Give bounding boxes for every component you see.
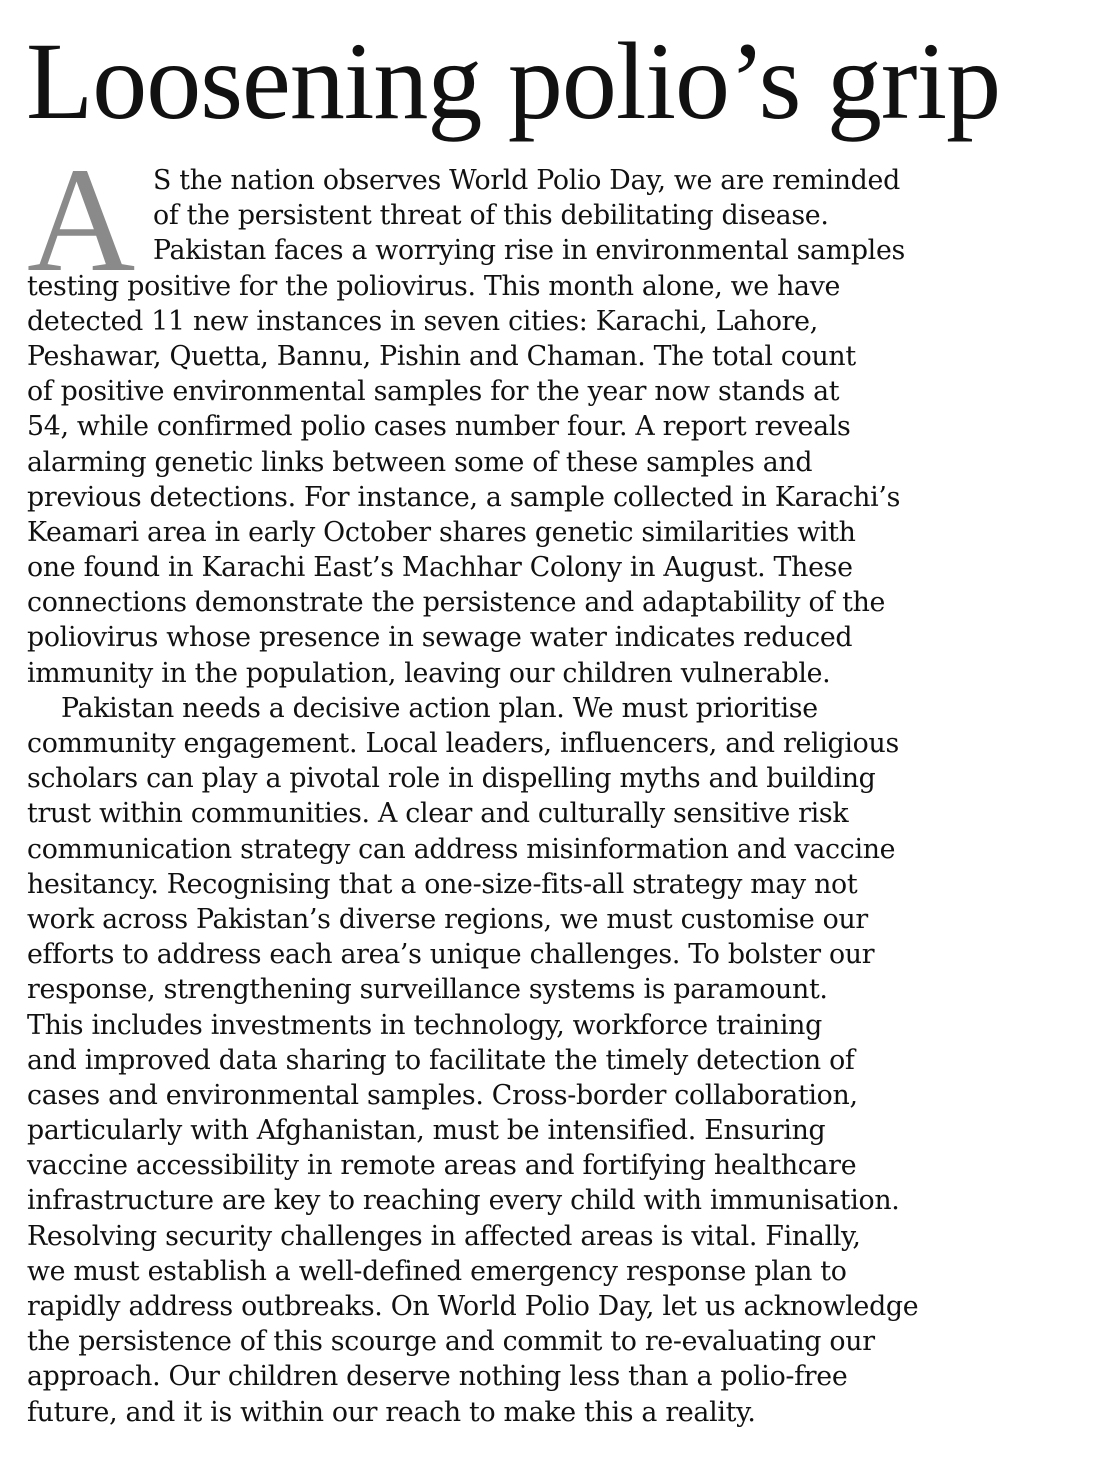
text-line: efforts to address each area’s unique challenges. To bolster our xyxy=(27,939,875,971)
text-line: approach. Our children deserve nothing less than a polio-free xyxy=(27,1361,848,1393)
text-line: particularly with Afghanistan, must be intensified. Ensuring xyxy=(27,1115,826,1147)
text-line: previous detections. For instance, a sample collected in Karachi’s xyxy=(27,481,901,513)
text-line: Resolving security challenges in affected areas is vital. Finally, xyxy=(27,1220,861,1252)
text-line: future, and it is within our reach to make this a reality. xyxy=(27,1396,756,1428)
text-line: we must establish a well-defined emergency response plan to xyxy=(27,1255,847,1287)
text-line: one found in Karachi East’s Machhar Colony in August. These xyxy=(27,552,853,584)
text-line: Peshawar, Quetta, Bannu, Pishin and Chaman. The total count xyxy=(27,340,856,372)
text-line: community engagement. Local leaders, influencers, and religious xyxy=(27,728,899,759)
text-line: infrastructure are key to reaching every child with immunisation. xyxy=(27,1185,900,1217)
text-line: cases and environmental samples. Cross-border collaboration, xyxy=(27,1079,858,1111)
text-line: This includes investments in technology, workforce training xyxy=(27,1009,822,1041)
text-line: S the nation observes World Polio Day, we are reminded xyxy=(153,165,900,196)
text-line: communication strategy can address misinformation and vaccine xyxy=(27,833,896,865)
text-line: of positive environmental samples for the year now stands at xyxy=(27,376,840,408)
text-line: and improved data sharing to facilitate the timely detection of xyxy=(27,1044,855,1076)
article-body xyxy=(27,137,1087,1430)
text-line: immunity in the population, leaving our children vulnerable. xyxy=(27,657,831,689)
text-line: testing positive for the poliovirus. This month alone, we have xyxy=(27,270,841,302)
text-line: vaccine accessibility in remote areas and fortifying healthcare xyxy=(27,1150,857,1182)
text-line: work across Pakistan’s diverse regions, we must customise our xyxy=(27,903,868,935)
paragraph-1 xyxy=(27,163,1087,691)
paragraph-2 xyxy=(27,691,1087,1430)
drop-cap: A xyxy=(27,137,136,303)
text-line: 54, while confirmed polio cases number four. A report reveals xyxy=(27,411,851,443)
text-line: Pakistan faces a worrying rise in environmental samples xyxy=(153,235,905,267)
text-line: alarming genetic links between some of these samples and xyxy=(27,446,813,478)
text-line: scholars can play a pivotal role in dispelling myths and building xyxy=(27,763,876,795)
article-headline: Loosening polio’s grip xyxy=(26,20,1001,142)
text-line: response, strengthening surveillance systems is paramount. xyxy=(27,974,828,1006)
text-line: Pakistan needs a decisive action plan. We must prioritise xyxy=(61,692,818,724)
text-line: rapidly address outbreaks. On World Polio Day, let us acknowledge xyxy=(27,1291,919,1322)
text-line: of the persistent threat of this debilitating disease. xyxy=(153,200,829,232)
text-line: Keamari area in early October shares genetic similarities with xyxy=(27,516,856,548)
text-line: poliovirus whose presence in sewage water indicates reduced xyxy=(27,622,853,654)
text-line: the persistence of this scourge and commit to re-evaluating our xyxy=(27,1326,875,1358)
text-line: hesitancy. Recognising that a one-size-fits-all strategy may not xyxy=(27,868,858,900)
text-line: connections demonstrate the persistence and adaptability of the xyxy=(27,587,886,619)
text-line: trust within communities. A clear and culturally sensitive risk xyxy=(27,798,849,830)
text-line: detected 11 new instances in seven cities: Karachi, Lahore, xyxy=(27,305,818,337)
